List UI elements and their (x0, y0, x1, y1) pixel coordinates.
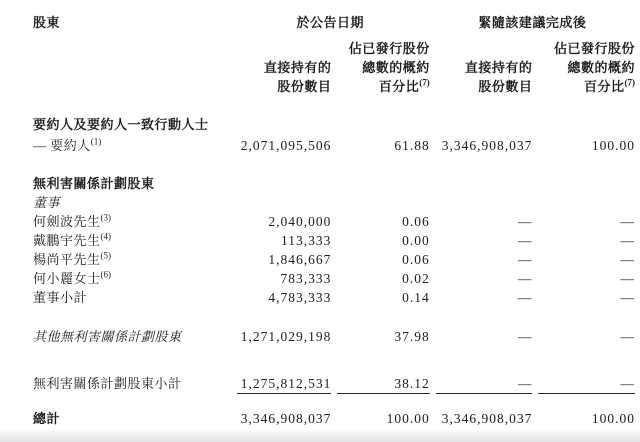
cell-value: 100.00 (532, 394, 635, 433)
cell-value: 3,346,908,037 (441, 138, 533, 153)
group-header-after-completion: 緊隨該建議完成後 (478, 15, 587, 30)
cell-value (532, 96, 635, 134)
subheader-number-of-shares-2: 股份數目 (478, 79, 533, 94)
header-row-groups (33, 0, 635, 32)
shareholding-table (33, 0, 635, 433)
cell-value: 4,783,333 (268, 290, 332, 305)
cell-value: 1,275,812,531 (231, 346, 332, 394)
cell-value: — (517, 214, 533, 229)
subheader-issued-shares-1: 佔已發行股份 (348, 41, 430, 56)
header-row-mid (33, 58, 635, 77)
cell-value: 2,040,000 (268, 214, 332, 229)
table-row (33, 231, 635, 250)
cell-value: 3,346,908,037 (430, 394, 533, 433)
table-body (33, 96, 635, 433)
cell-value: — (620, 271, 635, 286)
table-row (33, 155, 635, 193)
cell-value (331, 96, 429, 134)
cell-value: 3,346,908,037 (231, 394, 332, 433)
cell-value: 0.02 (402, 271, 430, 286)
cell-value: — (620, 252, 635, 267)
row-label: — 要約人$^{(1)}$ (33, 136, 102, 153)
header-row-bottom (33, 77, 635, 96)
cell-value (430, 96, 533, 134)
table-row (33, 96, 635, 134)
row-label: 董事小計 (33, 290, 88, 305)
row-label: 楊尚平先生$^{(5)}$ (33, 250, 112, 267)
cell-value (331, 193, 429, 212)
subheader-issued-shares-2: 佔已發行股份 (553, 41, 635, 56)
table-row (33, 288, 635, 307)
cell-value: — (532, 346, 635, 394)
table-row (33, 307, 635, 346)
row-label: 無利害關係計劃股東 (33, 176, 155, 191)
table-row (33, 346, 635, 394)
subheader-directly-held-2: 直接持有的 (464, 60, 533, 75)
cell-value: 783,333 (280, 271, 332, 286)
cell-value: 1,271,029,198 (240, 329, 332, 344)
cell-value (430, 155, 533, 193)
cell-value: 0.00 (402, 233, 430, 248)
cell-value: — (620, 329, 635, 344)
row-label: 無利害關係計劃股東小計 (33, 376, 182, 391)
cell-value: — (517, 329, 533, 344)
subheader-percentage-1: 百分比$^{(7)}$ (378, 77, 430, 94)
header-row-issued-line (33, 32, 635, 58)
group-header-announcement-date: 於公告日期 (296, 15, 365, 30)
cell-value: — (620, 214, 635, 229)
cell-value: — (430, 346, 533, 394)
row-label: 戴鵬宇先生$^{(4)}$ (33, 231, 112, 248)
cell-value (430, 193, 533, 212)
cell-value: 2,071,095,506 (240, 138, 332, 153)
subheader-number-of-shares-1: 股份數目 (277, 79, 332, 94)
cell-value (331, 155, 429, 193)
cell-value (231, 96, 332, 134)
row-label: 何劍波先生$^{(3)}$ (33, 212, 112, 229)
cell-value: — (517, 290, 533, 305)
page-bottom-edge (0, 428, 640, 442)
cell-value: 38.12 (331, 346, 429, 394)
cell-value: — (517, 233, 533, 248)
row-label: 總計 (33, 411, 61, 426)
table-row (33, 212, 635, 231)
cell-value (231, 193, 332, 212)
cell-value: — (620, 290, 635, 305)
table-row (33, 250, 635, 269)
cell-value: 37.98 (394, 329, 430, 344)
cell-value (532, 155, 635, 193)
subheader-approx-total-1: 總數的概約 (362, 60, 430, 75)
table-row (33, 269, 635, 288)
cell-value (532, 193, 635, 212)
cell-value: — (620, 233, 635, 248)
row-label: 其他無利害關係計劃股東 (33, 329, 182, 344)
cell-value: 100.00 (591, 138, 635, 153)
table-row (33, 134, 635, 155)
row-label: 董事 (33, 195, 61, 210)
cell-value: 100.00 (331, 394, 429, 433)
cell-value: 0.14 (402, 290, 430, 305)
cell-value: 0.06 (402, 214, 430, 229)
cell-value: 61.88 (394, 138, 430, 153)
table-row (33, 193, 635, 212)
cell-value: 0.06 (402, 252, 430, 267)
subheader-percentage-2: 百分比$^{(7)}$ (583, 77, 635, 94)
column-header-shareholder: 股東 (33, 15, 61, 30)
cell-value: 1,846,667 (268, 252, 332, 267)
cell-value (231, 155, 332, 193)
subheader-approx-total-2: 總數的概約 (567, 60, 635, 75)
subheader-directly-held-1: 直接持有的 (263, 60, 332, 75)
row-label: 何小麗女士$^{(6)}$ (33, 269, 112, 286)
row-label: 要約人及要約人一致行動人士 (33, 117, 209, 132)
cell-value: — (517, 252, 533, 267)
cell-value: — (517, 271, 533, 286)
cell-value: 113,333 (280, 233, 332, 248)
